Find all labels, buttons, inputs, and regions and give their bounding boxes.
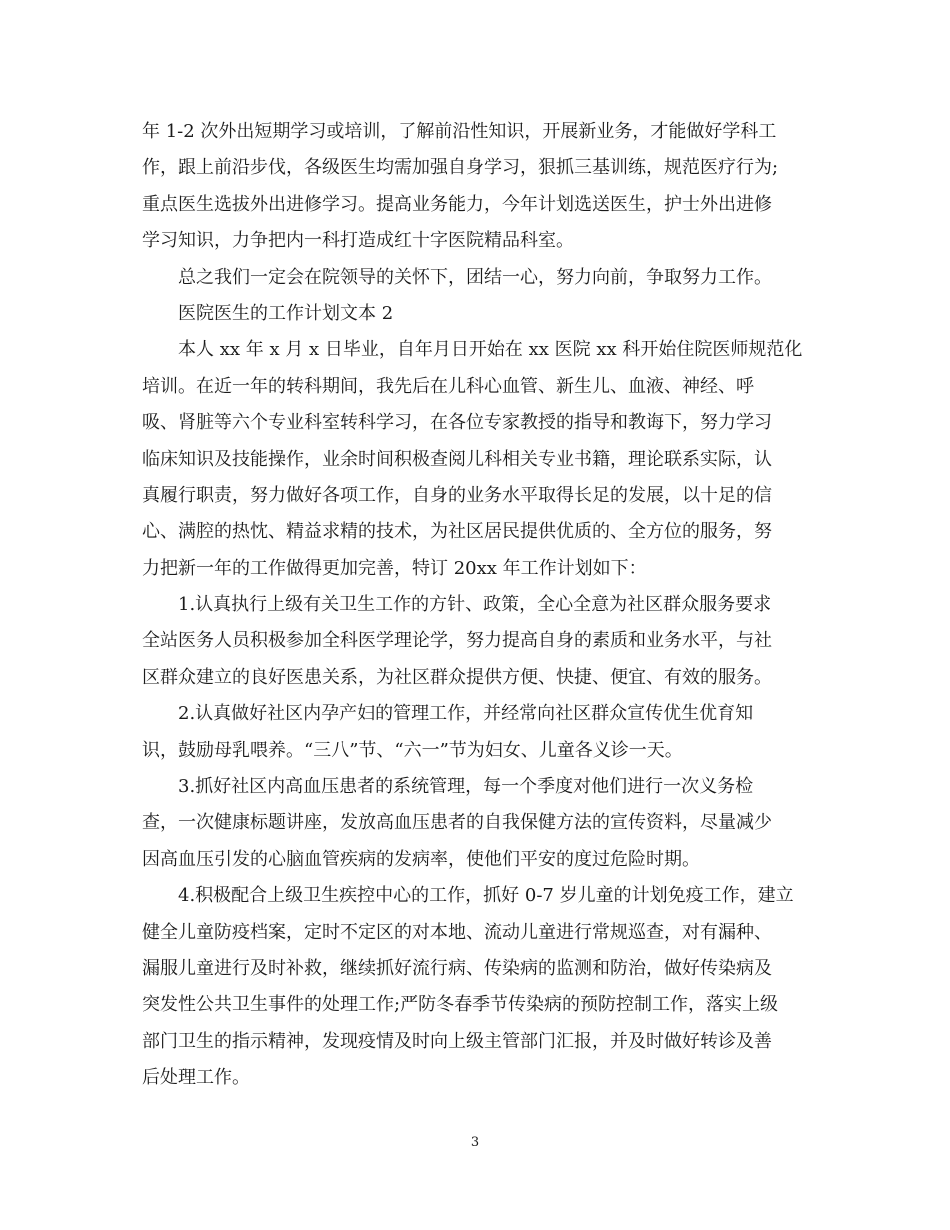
text-line: 识，鼓励母乳喂养。“三八”节、“六一”节为妇女、儿童各义诊一天。 (142, 739, 683, 761)
text-line: 2.认真做好社区内孕产妇的管理工作，并经常向社区群众宣传优生优育知 (178, 703, 754, 725)
text-line: 真履行职责，努力做好各项工作，自身的业务水平取得长足的发展，以十足的信 (142, 484, 772, 506)
text-line: 作，跟上前沿步伐，各级医生均需加强自身学习，狠抓三基训练，规范医疗行为; (142, 157, 779, 179)
text-line: 临床知识及技能操作，业余时间积极查阅儿科相关专业书籍，理论联系实际，认 (142, 448, 772, 470)
text-line: 吸、肾脏等六个专业科室转科学习，在各位专家教授的指导和教诲下，努力学习 (142, 412, 772, 434)
text-line: 培训。在近一年的转科期间，我先后在儿科心血管、新生儿、血液、神经、呼 (142, 375, 754, 397)
text-line: 后处理工作。 (142, 1067, 250, 1089)
text-line: 重点医生选拔外出进修学习。提高业务能力，今年计划选送医生，护士外出进修 (142, 193, 772, 215)
document-body (142, 114, 812, 1097)
text-line: 区群众建立的良好医患关系，为社区群众提供方便、快捷、便宜、有效的服务。 (142, 666, 772, 688)
page-number: 3 (470, 1135, 480, 1150)
text-line: 健全儿童防疫档案，定时不定区的对本地、流动儿童进行常规巡查，对有漏种、 (142, 921, 772, 943)
text-line: 年 1-2 次外出短期学习或培训，了解前沿性知识，开展新业务，才能做好学科工 (142, 121, 777, 142)
text-line: 因高血压引发的心脑血管疾病的发病率，使他们平安的度过危险时期。 (142, 848, 700, 870)
text-line: 学习知识，力争把内一科打造成红十字医院精品科室。 (142, 230, 574, 252)
text-line: 查，一次健康标题讲座，发放高血压患者的自我保健方法的宣传资料，尽量减少 (142, 812, 772, 834)
text-line: 总之我们一定会在院领导的关怀下，团结一心，努力向前，争取努力工作。 (178, 266, 772, 288)
text-line: 1.认真执行上级有关卫生工作的方针、政策，全心全意为社区群众服务要求 (178, 594, 772, 616)
text-line: 力把新一年的工作做得更加完善，特订 20xx 年工作计划如下： (142, 557, 647, 579)
text-line: 3.抓好社区内高血压患者的系统管理，每一个季度对他们进行一次义务检 (178, 776, 754, 798)
text-line: 全站医务人员积极参加全科医学理论学，努力提高自身的素质和业务水平，与社 (142, 630, 772, 652)
text-line: 部门卫生的指示精神，发现疫情及时向上级主管部门汇报，并及时做好转诊及善 (142, 1030, 772, 1052)
text-line: 突发性公共卫生事件的处理工作;严防冬春季节传染病的预防控制工作，落实上级 (142, 994, 779, 1016)
text-line: 4.积极配合上级卫生疾控中心的工作，抓好 0-7 岁儿童的计划免疫工作，建立 (178, 885, 794, 907)
text-line: 医院医生的工作计划文本 2 (178, 302, 394, 324)
text-line: 心、满腔的热忱、精益求精的技术，为社区居民提供优质的、全方位的服务，努 (142, 521, 772, 543)
text-line: 本人 xx 年 x 月 x 日毕业，自年月日开始在 xx 医院 xx 科开始住院医师规范化 (178, 339, 803, 361)
text-line: 漏服儿童进行及时补救，继续抓好流行病、传染病的监测和防治，做好传染病及 (142, 957, 772, 979)
